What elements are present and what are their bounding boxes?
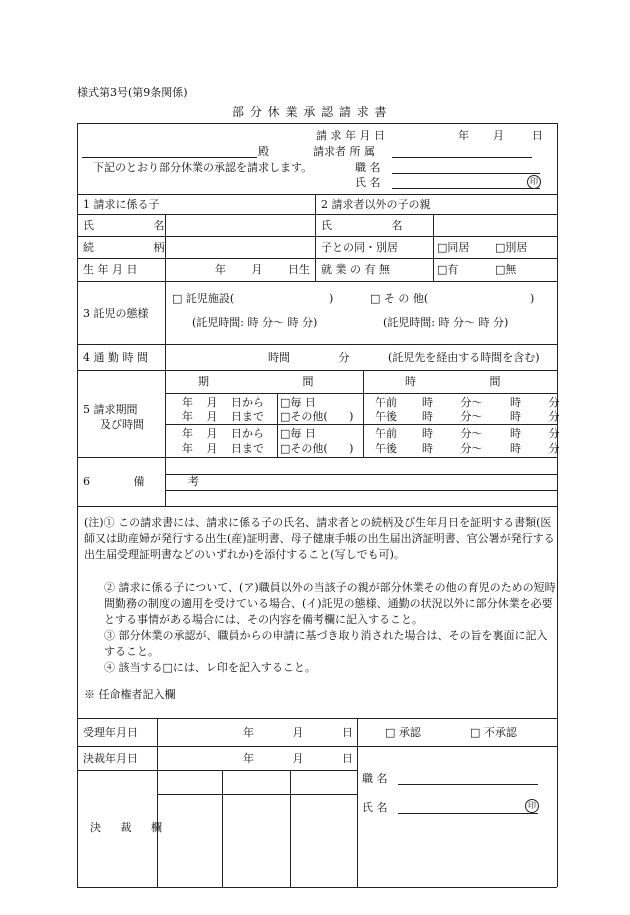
note-2: ② 請求に係る子について、(ア)職員以外の当該子の親が部分休業その他の育児のための短時間勤務の制度の適用を受けている場合、(イ)託児の態様、通勤の状況以外に部分休業を必要とする事情がある場合には、その内容を備考欄に記入すること。	[104, 581, 556, 626]
decided-date-label: 決裁年月日	[83, 752, 138, 765]
ampm-row-3: 午前	[375, 427, 397, 440]
section1-title: 1 請求に係る子	[83, 198, 160, 211]
seal-icon: 印	[527, 175, 541, 189]
relation-label: 続 柄	[83, 241, 193, 254]
birth-value[interactable]: 年 月 日生	[215, 263, 310, 276]
child-name-label: 氏 名	[83, 219, 193, 232]
request-year: 年	[458, 129, 469, 142]
employment-option-yes[interactable]: □有	[437, 263, 459, 276]
commute-note: (託児先を経由する時間を含む)	[388, 351, 540, 364]
bottom-name-label: 氏 名	[362, 801, 388, 814]
bottom-name-field[interactable]	[398, 813, 538, 814]
section4-title: 4 通 勤 時 間	[83, 351, 148, 364]
row-line	[77, 236, 557, 237]
row-line	[77, 370, 557, 371]
request-day: 日	[532, 129, 543, 142]
col-line	[277, 393, 278, 457]
remarks-field[interactable]	[166, 458, 556, 505]
outer-left	[77, 123, 78, 887]
section5-title-line2: 及び時間	[100, 418, 144, 431]
period-row-2[interactable]: 年 月 日まで	[182, 410, 264, 423]
freq-row-3[interactable]: □毎 日	[280, 427, 316, 440]
dept-label: 請求者 所 属	[313, 145, 375, 158]
childcare-time-2[interactable]: (託児時間: 時 分〜 時 分)	[383, 316, 509, 329]
childcare-other-close: )	[530, 292, 535, 305]
section2-title: 2 請求者以外の子の親	[321, 198, 431, 211]
row-line	[77, 194, 557, 195]
note-1: (注)① この請求書には、請求に係る子の氏名、請求者との続柄及び生年月日を証明する書類(医師又は助産婦が発行する出生(産)証明書、母子健康手帳の出生届出済証明書、官公署が発行する出生届受理証明書などのいずれか)を添付すること(写しでも可)。	[84, 516, 555, 561]
outer-bottom	[77, 887, 557, 888]
note-4: ④ 該当する□には、レ印を記入すること。	[104, 661, 316, 674]
time-header: 時 間	[405, 375, 501, 388]
addressee-line[interactable]	[82, 157, 257, 158]
employment-option-no[interactable]: □無	[495, 263, 517, 276]
cohabit-label: 子との同・別居	[321, 241, 398, 254]
time-row-3[interactable]: 時 分〜 時 分	[422, 427, 560, 440]
approve-option[interactable]: □ 承認	[385, 726, 421, 739]
bottom-position-label: 職 名	[362, 772, 388, 785]
col-line	[315, 194, 316, 281]
col-line	[433, 214, 434, 281]
appointer-section-label: ※ 任命権者記入欄	[84, 688, 176, 701]
ampm-row-4: 午後	[375, 442, 397, 455]
row-line	[77, 281, 557, 282]
bottom-seal-icon: 印	[525, 799, 539, 813]
time-row-1[interactable]: 時 分〜 時 分	[422, 396, 560, 409]
commute-time-value[interactable]: 時間 分	[268, 351, 350, 364]
kessai-box-1[interactable]	[158, 771, 222, 886]
kessai-label: 決 裁 欄	[90, 821, 170, 834]
period-row-1[interactable]: 年 月 日から	[182, 396, 264, 409]
row-line	[77, 746, 557, 747]
position-label: 職 名	[355, 161, 381, 174]
col-line	[357, 718, 358, 887]
ampm-row-1: 午前	[375, 396, 397, 409]
freq-row-2[interactable]: □その他( )	[280, 410, 354, 423]
kessai-box-3[interactable]	[291, 771, 356, 886]
kessai-box-2[interactable]	[223, 771, 289, 886]
section3-title: 3 託児の態様	[83, 307, 149, 320]
time-row-4[interactable]: 時 分〜 時 分	[422, 442, 560, 455]
disapprove-option[interactable]: □ 不承認	[470, 726, 517, 739]
note-3: ③ 部分休業の承認が、職員からの申請に基づき取り消された場合は、その旨を裏面に記入すること。	[104, 629, 548, 658]
form-title: 部 分 休 業 承 認 請 求 書	[232, 105, 388, 119]
name-field[interactable]	[392, 188, 540, 189]
col-line	[363, 370, 364, 457]
period-row-4[interactable]: 年 月 日まで	[182, 442, 264, 455]
birth-label: 生 年 月 日	[83, 263, 138, 276]
request-month: 月	[493, 129, 504, 142]
bottom-position-field[interactable]	[398, 784, 538, 785]
employment-label: 就 業 の 有 無	[321, 263, 390, 276]
received-date-label: 受理年月日	[83, 726, 138, 739]
outer-right	[557, 123, 558, 887]
form-label: 様式第3号(第9条関係)	[77, 86, 188, 99]
row-line	[165, 424, 557, 425]
parent-name-label: 氏 名	[321, 219, 431, 232]
childcare-facility-close: )	[329, 292, 334, 305]
childcare-other-option[interactable]: □ そ の 他(	[370, 292, 429, 305]
freq-row-4[interactable]: □その他( )	[280, 442, 354, 455]
row-line	[77, 258, 557, 259]
section6-title: 6 備 考	[83, 475, 219, 488]
outer-top	[77, 123, 557, 124]
name-label: 氏 名	[355, 176, 381, 189]
row-line	[165, 393, 557, 394]
period-row-3[interactable]: 年 月 日から	[182, 427, 264, 440]
childcare-time-1[interactable]: (託児時間: 時 分〜 時 分)	[192, 316, 318, 329]
cohabit-option-same[interactable]: □同居	[437, 241, 470, 254]
time-row-2[interactable]: 時 分〜 時 分	[422, 410, 560, 423]
section5-title-line1: 5 請求期間	[83, 403, 138, 416]
row-line	[77, 718, 557, 719]
cohabit-option-separate[interactable]: □別居	[495, 241, 528, 254]
freq-row-1[interactable]: □毎 日	[280, 396, 316, 409]
ampm-row-2: 午後	[375, 410, 397, 423]
childcare-facility-option[interactable]: □ 託児施設(	[172, 292, 235, 305]
row-line	[77, 506, 557, 507]
row-line	[77, 214, 557, 215]
dept-field[interactable]	[392, 157, 532, 158]
request-date-label: 請 求 年 月 日	[316, 129, 385, 142]
position-field[interactable]	[392, 173, 540, 174]
row-line	[77, 344, 557, 345]
received-date-value[interactable]: 年 月 日	[243, 726, 353, 739]
decided-date-value[interactable]: 年 月 日	[243, 752, 353, 765]
period-header: 期 間	[198, 375, 314, 388]
request-text: 下記のとおり部分休業の承認を請求します。	[93, 161, 313, 174]
dono-label: 殿	[258, 145, 269, 158]
